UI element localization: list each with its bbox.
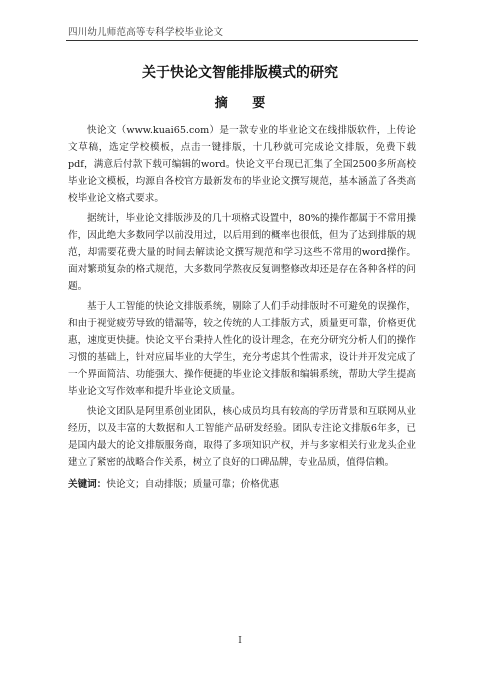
abstract-paragraph: 快论文（www.kuai65.com）是一款专业的毕业论文在线排版软件，上传论文草稿，选定学校模板，点击一键排版，十几秒就可完成论文排版，免费下载pdf，满意后付款下载可编辑的word。快论文平台现已汇集了全国2500多所高校毕业论文模板，均源自各校官方最新发布的毕业论文撰写规范，基本涵盖了各类高校毕业论文格式要求。 [68, 125, 416, 204]
abstract-body [68, 122, 416, 474]
keywords-label: 关键词： [68, 479, 107, 490]
header-rule [66, 40, 418, 41]
abstract-heading: 摘 要 [214, 96, 276, 111]
keywords-line [68, 476, 279, 490]
abstract-paragraph: 快论文团队是阿里系创业团队，核心成员均具有较高的学历背景和互联网从业经历，以及丰富的大数据和人工智能产品研发经验。团队专注论文排版6年多，已是国内最大的论文排版服务商，取得了多项知识产权，并与多家相关行业龙头企业建立了紧密的战略合作关系，树立了良好的口碑品牌，专业品质，值得信赖。 [68, 406, 416, 468]
page-number: I [238, 636, 242, 646]
abstract-paragraph: 据统计，毕业论文排版涉及的几十项格式设置中，80%的操作都属于不常用操作，因此绝大多数同学以前没用过，以后用到的概率也很低，但为了达到排版的规范，却需要花费大量的时间去解读论文撰写规范和学习这些不常用的word操作。面对繁琐复杂的格式规范，大多数同学熬夜反复调整修改却还是存在各种各样的问题。 [68, 213, 416, 292]
keywords-list: 快论文；自动排版；质量可靠；价格优惠 [106, 479, 280, 490]
page-title: 关于快论文智能排版模式的研究 [142, 65, 338, 81]
running-header: 四川幼儿师范高等专科学校毕业论文 [68, 27, 224, 38]
abstract-paragraph: 基于人工智能的快论文排版系统，剔除了人们手动排版时不可避免的误操作，和由于视觉疲劳导致的错漏等，较之传统的人工排版方式，质量更可靠，价格更优惠，速度更快捷。快论文平台秉持人性化的设计理念，在充分研究分析人们的操作习惯的基础上，针对应届毕业的大学生，充分考虑其个性需求，设计并开发完成了一个界面简洁、功能强大、操作便捷的毕业论文排版和编辑系统，帮助大学生提高毕业论文写作效率和提升毕业论文质量。 [68, 301, 416, 397]
